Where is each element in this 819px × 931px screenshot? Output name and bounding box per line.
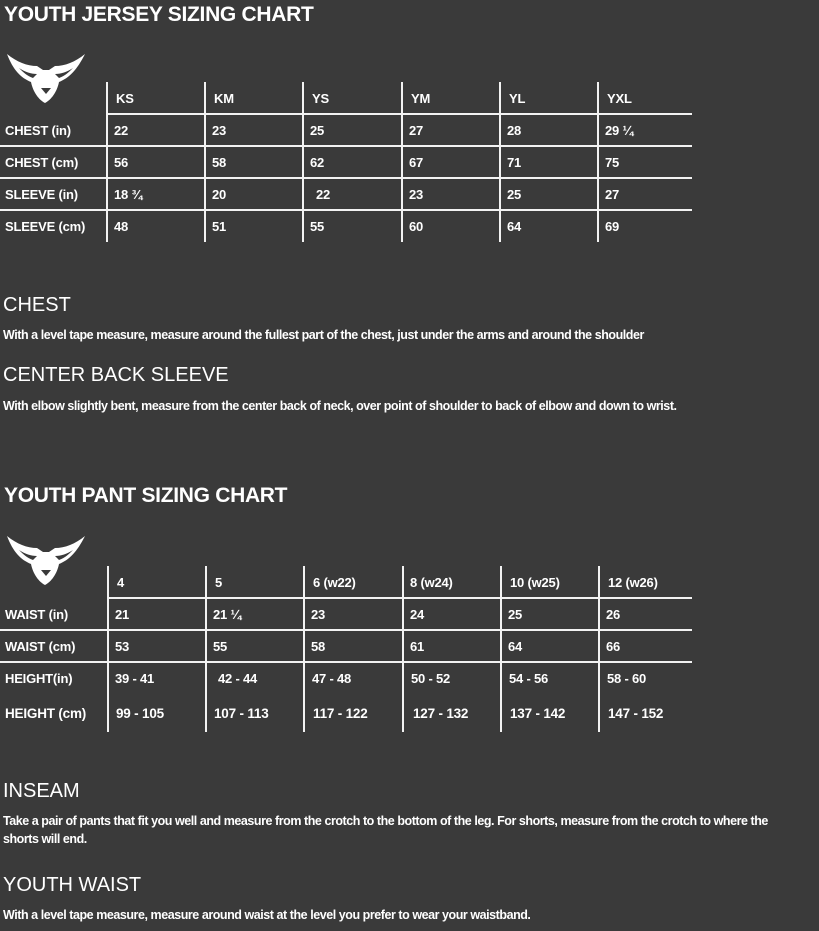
table-cell: 27	[409, 122, 424, 138]
table-cell: 58 - 60	[607, 670, 647, 686]
row-label: SLEEVE (cm)	[5, 218, 86, 234]
table-cell: 42 - 44	[218, 670, 258, 686]
pant-size-header: 6 (w22)	[313, 574, 356, 590]
row-label: SLEEVE (in)	[5, 186, 78, 202]
jersey-size-header: KS	[116, 90, 134, 106]
table-row	[0, 598, 700, 630]
pant-size-table	[0, 566, 700, 732]
table-cell: 22	[316, 186, 331, 202]
table-cell: 64	[507, 218, 522, 234]
table-cell: 39 - 41	[115, 670, 155, 686]
table-cell: 50 - 52	[411, 670, 451, 686]
table-cell: 23	[311, 606, 326, 622]
table-cell: 60	[409, 218, 424, 234]
table-cell: 28	[507, 122, 522, 138]
pant-size-header: 4	[117, 574, 125, 590]
table-row	[0, 662, 700, 694]
chest-description: With a level tape measure, measure around the fullest part of the chest, just under the arms and around the shoulder	[3, 328, 644, 342]
table-cell: 47 - 48	[312, 670, 352, 686]
row-label: CHEST (cm)	[5, 154, 79, 170]
table-cell: 25	[310, 122, 325, 138]
table-cell: 58	[311, 638, 326, 654]
inseam-heading: INSEAM	[3, 780, 80, 802]
table-cell: 127 - 132	[413, 705, 469, 721]
table-cell: 66	[606, 638, 621, 654]
pant-size-header: 5	[215, 574, 223, 590]
table-cell: 23	[409, 186, 424, 202]
sleeve-description: With elbow slightly bent, measure from the center back of neck, over point of shoulder to back of elbow and down to wrist.	[3, 399, 677, 413]
table-cell: 67	[409, 154, 424, 170]
pant-size-header: 10 (w25)	[510, 574, 560, 590]
table-cell: 58	[212, 154, 227, 170]
table-cell: 56	[114, 154, 129, 170]
row-label: CHEST (in)	[5, 122, 71, 138]
table-cell: 26	[606, 606, 621, 622]
table-cell: 147 - 152	[608, 705, 664, 721]
table-cell: 21 ¼	[213, 606, 242, 622]
row-label: HEIGHT (cm)	[5, 705, 87, 721]
table-cell: 55	[213, 638, 228, 654]
pant-header-row	[0, 566, 700, 598]
pant-size-header: 12 (w26)	[608, 574, 658, 590]
row-label: WAIST (in)	[5, 606, 68, 622]
table-cell: 69	[605, 218, 620, 234]
jersey-size-header: YXL	[607, 90, 632, 106]
table-cell: 29 ¼	[605, 122, 634, 138]
table-cell: 21	[115, 606, 130, 622]
table-row	[0, 178, 700, 210]
table-cell: 117 - 122	[313, 705, 368, 721]
table-cell: 22	[114, 122, 129, 138]
table-row	[0, 210, 700, 242]
table-cell: 54 - 56	[509, 670, 549, 686]
row-label: WAIST (cm)	[5, 638, 76, 654]
table-cell: 99 - 105	[116, 705, 164, 721]
table-cell: 20	[212, 186, 227, 202]
table-cell: 25	[508, 606, 523, 622]
pant-chart-title: YOUTH PANT SIZING CHART	[4, 484, 288, 507]
table-row	[0, 146, 700, 178]
table-cell: 75	[605, 154, 620, 170]
table-row	[0, 114, 700, 146]
table-row	[0, 630, 700, 662]
row-label: HEIGHT(in)	[5, 670, 73, 686]
sleeve-heading: CENTER BACK SLEEVE	[3, 364, 229, 386]
table-row	[0, 694, 700, 732]
chest-heading: CHEST	[3, 294, 71, 316]
table-cell: 61	[410, 638, 425, 654]
table-cell: 53	[115, 638, 130, 654]
table-cell: 71	[507, 154, 522, 170]
jersey-size-header: YS	[312, 90, 329, 106]
jersey-size-table	[0, 82, 700, 242]
table-cell: 23	[212, 122, 227, 138]
table-cell: 48	[114, 218, 129, 234]
jersey-size-header: KM	[214, 90, 234, 106]
table-cell: 51	[212, 218, 227, 234]
waist-heading: YOUTH WAIST	[3, 874, 142, 896]
jersey-size-header: YM	[411, 90, 431, 106]
jersey-chart-title: YOUTH JERSEY SIZING CHART	[4, 3, 314, 26]
table-cell: 137 - 142	[510, 705, 566, 721]
table-cell: 55	[310, 218, 325, 234]
table-cell: 107 - 113	[214, 705, 269, 721]
jersey-size-header: YL	[509, 90, 526, 106]
jersey-header-row	[0, 82, 700, 114]
table-cell: 27	[605, 186, 620, 202]
waist-description: With a level tape measure, measure around waist at the level you prefer to wear your waistband.	[3, 908, 531, 922]
table-cell: 24	[410, 606, 425, 622]
table-cell: 62	[310, 154, 325, 170]
table-cell: 18 ¾	[114, 186, 143, 202]
inseam-description: Take a pair of pants that fit you well and measure from the crotch to the bottom of the leg. For shorts, measure from the crotch to where the shorts will end.	[3, 814, 768, 846]
table-cell: 64	[508, 638, 523, 654]
pant-size-header: 8 (w24)	[410, 574, 453, 590]
table-cell: 25	[507, 186, 522, 202]
